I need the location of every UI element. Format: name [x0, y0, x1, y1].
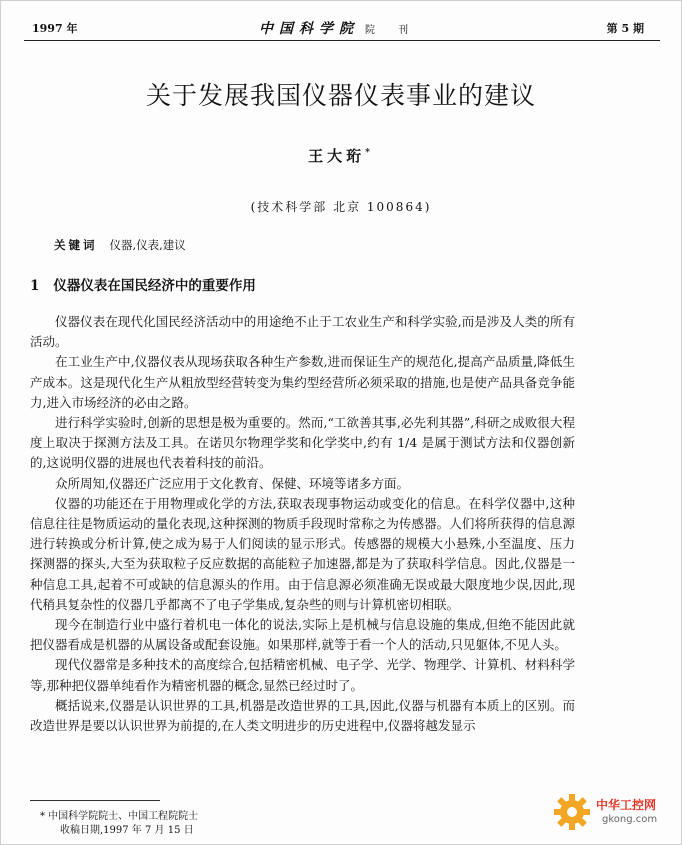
paragraph: 仪器仪表在现代化国民经济活动中的用途绝不止于工农业生产和科学实验,而是涉及人类的所有活动。 [30, 314, 575, 350]
paragraph: 现代仪器常是多种技术的高度综合,包括精密机械、电子学、光学、物理学、计算机、材料科学等,那种把仪器单纯看作为精密机器的概念,显然已经过时了。 [30, 657, 575, 693]
footnote-received: 收稿日期,1997 年 7 月 15 日 [60, 825, 194, 836]
header-rule [24, 40, 660, 41]
journal-suffix: 院 刊 [365, 25, 419, 36]
footnotes [40, 810, 198, 838]
paragraph: 仪器的功能还在于用物理或化学的方法,获取表现事物运动或变化的信息。在科学仪器中,这种信息往往是物质运动的量化表现,这种探测的物质手段现时常称之为传感器。人们将所获得的信息源进行转换或分析计算,使之成为易于人们阅读的显示形式。传感器的规模大小悬殊,小至温度、压力探测器的探头,大至为获取粒子反应数据的高能粒子加速器,都是为了获取科学信息。因此,仪器是一种信息工具,起着不可或缺的信息源头的作用。由于信息源必须准确无误或最大限度地少误,因此,现代稍具复杂性的仪器几乎都离不了电子学集成,复杂些的则与计算机密切相联。 [30, 495, 575, 612]
section-title: 仪器仪表在国民经济中的重要作用 [53, 278, 256, 294]
affiliation: (技术科学部 北京 100864) [250, 200, 432, 214]
watermark-title: 中华工控网 [596, 798, 657, 812]
footnote-author: * 中国科学院院士、中国工程院院士 [40, 811, 199, 822]
journal-name: 中国科学院 [259, 21, 359, 37]
author-footnote-mark: * [365, 148, 374, 158]
keywords-value: 仪器,仪表,建议 [109, 238, 186, 252]
paragraph: 进行科学实验时,创新的思想是极为重要的。然而,“工欲善其事,必先利其器”,科研之成败很大程度上取决于探测方法及工具。在诺贝尔物理学奖和化学奖中,约有 1/4 是属于测试方法和仪器创新的,这说明仪器的进展也代表着科技的前沿。 [30, 415, 575, 471]
paragraph: 众所周知,仪器还广泛应用于文化教育、保健、环境等诸多方面。 [55, 475, 409, 491]
paragraph: 概括说来,仪器是认识世界的工具,机器是改造世界的工具,因此,仪器与机器有本质上的区别。而改造世界是要以认识世界为前提的,在人类文明进步的历史进程中,仪器将越发显示 [30, 697, 575, 734]
header-issue: 第 5 期 [606, 22, 644, 35]
keywords [54, 237, 186, 253]
header-year: 1997 年 [32, 22, 78, 35]
paragraph: 在工业生产中,仪器仪表从现场获取各种生产参数,进而保证生产的规范化,提高产品质量,降低生产成本。这是现代化生产从粗放型经营转变为集约型经营所必须采取的措施,也是使产品具备竞争能力,进入市场经济的必由之路。 [30, 354, 575, 410]
journal-header [24, 18, 658, 38]
paragraph: 现今在制造行业中盛行着机电一体化的说法,实际上是机械与信息设施的集成,但绝不能因此就把仪器看成是机器的从属设备或配套设施。如果那样,就等于看一个人的活动,只见躯体,不见人头。 [30, 617, 575, 653]
site-watermark [552, 790, 667, 836]
keywords-label: 关键词 [54, 238, 98, 252]
watermark-domain: gkong.com [602, 814, 658, 825]
footnote-rule [30, 800, 160, 801]
paper-title: 关于发展我国仪器仪表事业的建议 [145, 81, 536, 110]
section-number: 1 [30, 278, 40, 294]
author-name: 王大珩 [308, 147, 366, 165]
author-line [0, 145, 682, 166]
gear-icon [552, 792, 592, 832]
body-text [30, 312, 575, 736]
section-heading [30, 274, 256, 294]
header-journal [259, 18, 418, 38]
